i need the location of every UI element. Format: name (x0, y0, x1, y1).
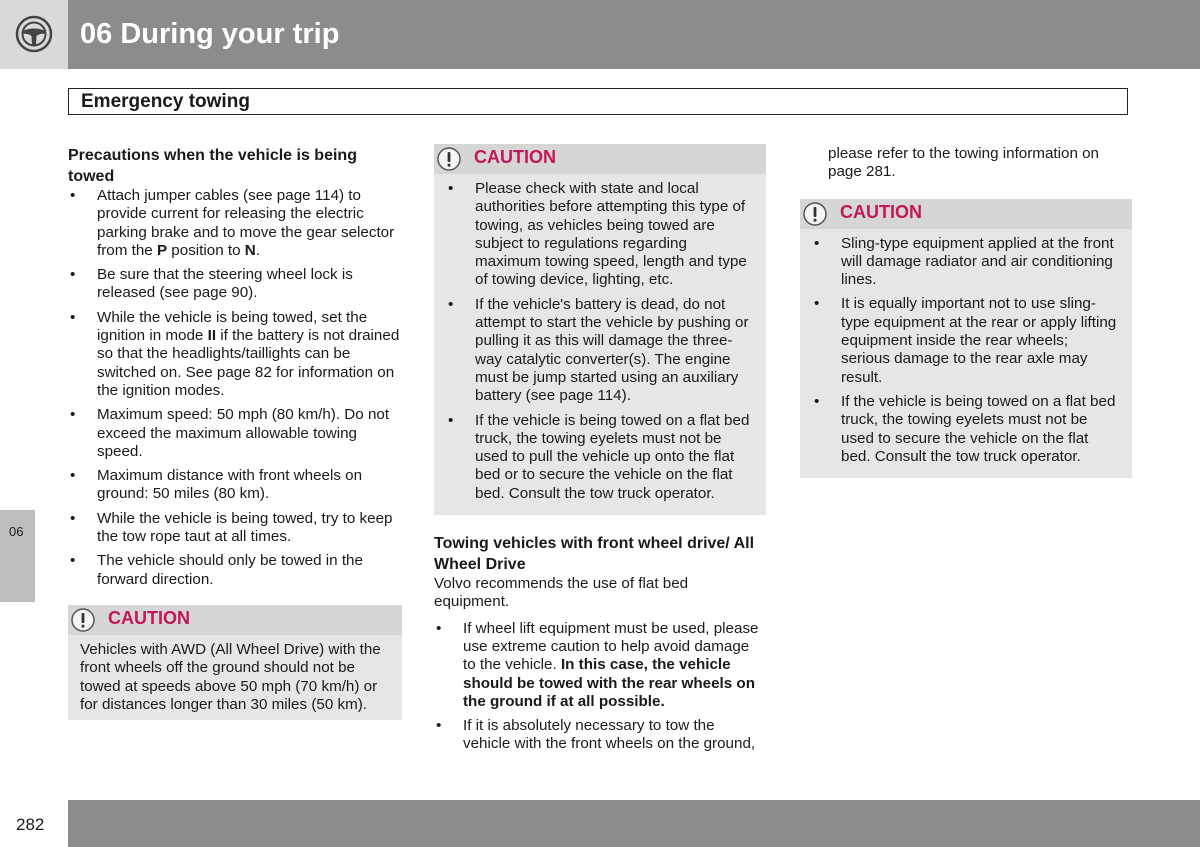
header-icon-box (0, 0, 68, 69)
precautions-heading: Precautions when the vehicle is being towed (68, 147, 357, 185)
intro-paragraph: Volvo recommends the use of flat bed equipment. (434, 575, 689, 611)
steering-wheel-icon (15, 15, 53, 53)
side-tab-label: 06 (9, 524, 24, 539)
fwd-awd-heading: Towing vehicles with front wheel drive/ All Wheel Drive (434, 535, 755, 574)
towing-list (434, 620, 766, 754)
caution-box-awd (68, 605, 402, 720)
caution-header (434, 144, 766, 174)
list-item: • While the vehicle is being towed, set the ignition in mode II if the battery is not drained so that the headlights/taillights can be switched on. See page 82 for information on the ignition modes. (68, 309, 402, 400)
list-item: • If the vehicle's battery is dead, do not attempt to start the vehicle by pushing or pulling it as this will damage the three-way catalytic converter(s). The engine must be jump started using an auxiliary battery (see page 114). (446, 296, 752, 406)
list-item: • If it is absolutely necessary to tow the vehicle with the front wheels on the ground, (434, 717, 766, 754)
list-item: • It is equally important not to use sling-type equipment at the rear or apply lifting equipment inside the rear wheels; serious damage to the rear axle may result. (812, 295, 1118, 386)
caution-text: Vehicles with AWD (All Wheel Drive) with the front wheels off the ground should not be towed at speeds above 50 mph (70 km/h) or for distances longer than 30 miles (50 km). (80, 640, 381, 713)
chapter-title: 06 During your trip (80, 18, 340, 50)
list-item: • If the vehicle is being towed on a flat bed truck, the towing eyelets must not be used to pull the vehicle up onto the flat bed or to secure the vehicle on the flat bed. Consult the tow truck operator. (446, 412, 752, 503)
warning-icon (437, 147, 461, 171)
caution-title: CAUTION (108, 607, 190, 628)
continuation-text: please refer to the towing information on page 281. (828, 145, 1100, 181)
list-item: • Be sure that the steering wheel lock is released (see page 90). (68, 266, 402, 303)
section-title-box (68, 88, 1128, 115)
list-item: • If wheel lift equipment must be used, please use extreme caution to help avoid damage to the vehicle. In this case, the vehicle should be towed with the rear wheels on the ground if at all possible. (434, 620, 766, 711)
chapter-side-tab (0, 510, 35, 602)
column-3 (800, 145, 1132, 478)
warning-icon (71, 608, 95, 632)
list-item: • Maximum distance with front wheels on ground: 50 miles (80 km). (68, 467, 402, 504)
section-title: Emergency towing (81, 91, 250, 112)
list-item: • Maximum speed: 50 mph (80 km/h). Do not exceed the maximum allowable towing speed. (68, 406, 402, 461)
caution-title: CAUTION (840, 201, 922, 222)
list-item: • If the vehicle is being towed on a flat bed truck, the towing eyelets must not be used to secure the vehicle on the flat bed. Consult the tow truck operator. (812, 393, 1118, 466)
caution-header (68, 605, 402, 635)
column-1 (68, 145, 402, 720)
caution-box-towing (434, 144, 766, 515)
caution-list (812, 235, 1118, 467)
page-number: 282 (16, 815, 45, 834)
precautions-list (68, 187, 402, 589)
caution-box-sling (800, 199, 1132, 479)
footer-bar (68, 800, 1200, 847)
caution-body (800, 229, 1132, 479)
caution-title: CAUTION (474, 147, 556, 167)
warning-icon (803, 202, 827, 226)
column-2 (434, 144, 766, 760)
list-item: • Please check with state and local authorities before attempting this type of towing, as vehicles being towed are subject to regulations regarding maximum towing speed, length and type of towing device, lighting, etc. (446, 180, 752, 290)
caution-body (434, 174, 766, 515)
header-bar (68, 0, 1200, 69)
list-item: • Sling-type equipment applied at the front will damage radiator and air conditioning lines. (812, 235, 1118, 290)
list-item: • The vehicle should only be towed in the forward direction. (68, 552, 402, 589)
caution-list (446, 180, 752, 503)
caution-header (800, 199, 1132, 229)
list-item: • While the vehicle is being towed, try to keep the tow rope taut at all times. (68, 510, 402, 547)
list-item: • Attach jumper cables (see page 114) to provide current for releasing the electric parking brake and to move the gear selector from the P position to N. (68, 187, 402, 260)
